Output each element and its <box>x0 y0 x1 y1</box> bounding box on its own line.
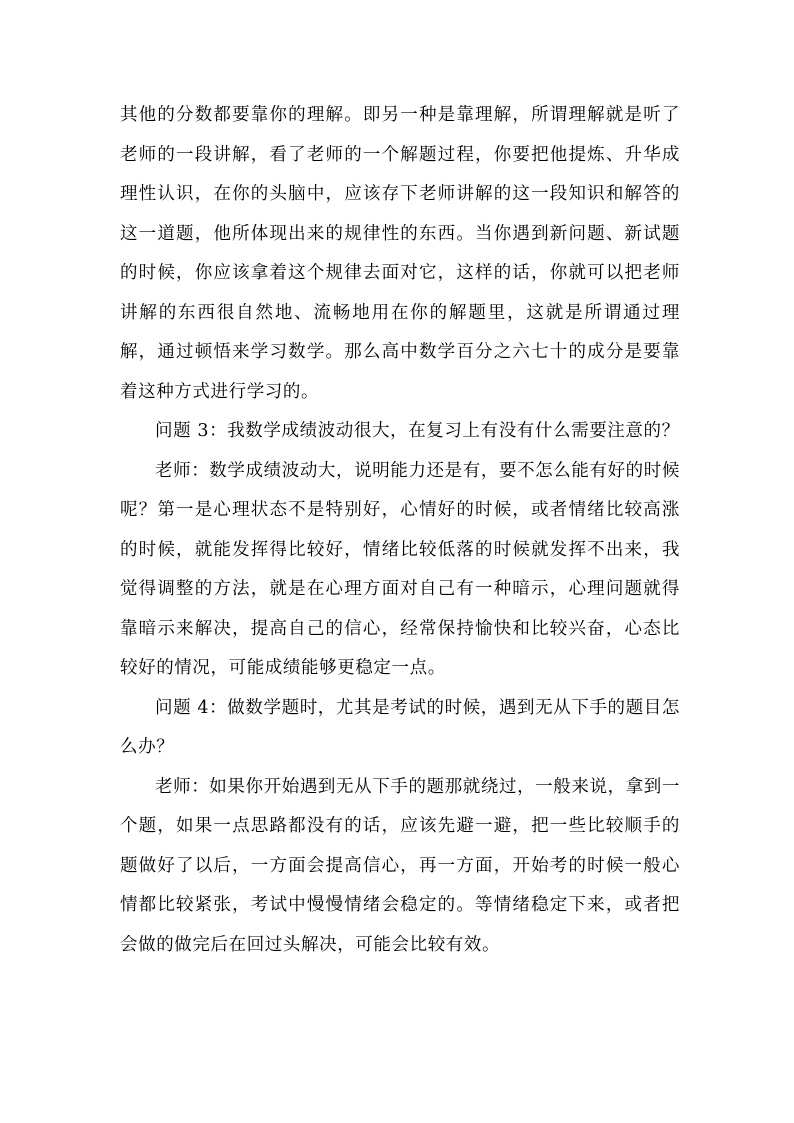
paragraph-understanding: 其他的分数都要靠你的理解。即另一种是靠理解，所谓理解就是听了老师的一段讲解，看了老师的一个解题过程，你要把他提炼、升华成理性认识，在你的头脑中，应该存下老师讲解的这一段知识和解答的这一道题，他所体现出来的规律性的东西。当你遇到新问题、新试题的时候，你应该拿着这个规律去面对它，这样的话，你就可以把老师讲解的东西很自然地、流畅地用在你的解题里，这就是所谓通过理解，通过顿悟来学习数学。那么高中数学百分之六七十的成分是要靠着这种方式进行学习的。 <box>120 105 680 402</box>
question-3: 问题 3：我数学成绩波动很大，在复习上有没有什么需要注意的？ <box>155 421 680 441</box>
question-4: 问题 4：做数学题时，尤其是考试的时候，遇到无从下手的题目怎么办？ <box>120 697 680 757</box>
document-body <box>120 96 680 965</box>
answer-3: 老师：数学成绩波动大，说明能力还是有，要不怎么能有好的时候呢？第一是心理状态不是特别好，心情好的时候，或者情绪比较高涨的时候，就能发挥得比较好，情绪比较低落的时候就发挥不出来，我觉得调整的方法，就是在心理方面对自己有一种暗示，心理问题就得靠暗示来解决，提高自己的信心，经常保持愉快和比较兴奋，心态比较好的情况，可能成绩能够更稳定一点。 <box>120 460 680 678</box>
answer-4: 老师：如果你开始遇到无从下手的题那就绕过，一般来说，拿到一个题，如果一点思路都没有的话，应该先避一避，把一些比较顺手的题做好了以后，一方面会提高信心，再一方面，开始考的时候一般心情都比较紧张，考试中慢慢情绪会稳定的。等情绪稳定下来，或者把会做的做完后在回过头解决，可能会比较有效。 <box>120 776 680 955</box>
